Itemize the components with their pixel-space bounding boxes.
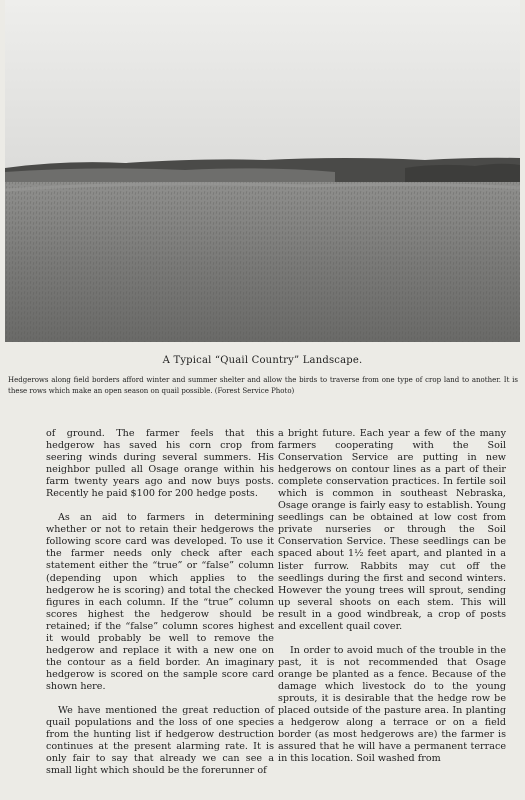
paragraph: In order to avoid much of the trouble in the past, it is not recommended that Osage orange be planted as a fence. Because of the damage which livestock do to the young sprouts, it is desirable that the hedge row be placed outside of the pasture area. In planting a hedgerow along a terrace or on a field border (as most hedgerows are) the farmer is assured that he will have a permanent terrace in this location. Soil washed from: [278, 644, 506, 765]
paragraph: We have mentioned the great reduction of quail populations and the loss of one species from the hunting list if hedgerow destruction continues at the present alarming rate. It is only fair to say that already we can see a small light which should be the forerunner of: [46, 704, 274, 777]
paragraph: As an aid to farmers in determining whether or not to retain their hedgerows the following score card was developed. To use it the farmer needs only check after each statement either the “true” or “false” column (depending upon which applies to the hedgerow he is scoring) and total the checked figures in each column. If the “true” column scores highest the hedgerow should be retained; if the “false” column scores highest it would probably be well to remove the hedgerow and replace it with a new one on the contour as a field border. An imaginary hedgerow is scored on the sample score card shown here.: [46, 512, 274, 692]
landscape-photo: [5, 0, 520, 342]
right-column: [278, 428, 506, 777]
paragraph: of ground. The farmer feels that this hedgerow has saved his corn crop from seering winds during several summers. His neighbor pulled all Osage orange within his farm twenty years ago and now buys posts. Recently he paid $100 for 200 hedge posts.: [46, 428, 274, 500]
caption-title: A Typical “Quail Country” Landscape.: [162, 355, 363, 366]
caption-body: Hedgerows along field borders afford winter and summer shelter and allow the birds to traverse from one type of crop land to another. It is these rows which make an open season on quail possible. (Forest Service Photo): [8, 376, 518, 395]
left-column: [46, 428, 274, 789]
paragraph: a bright future. Each year a few of the many farmers cooperating with the Soil Conservation Service are putting in new hedgerows on contour lines as a part of their complete conservation practices. In fertile soil which is common in southeast Nebraska, Osage orange is fairly easy to establish. Young seedlings can be obtained at low cost from private nurseries or through the Soil Conservation Service. These seedlings can be spaced about 1½ feet apart, and planted in a lister furrow. Rabbits may cut off the seedlings during the first and second winters. However the young trees will sprout, sending up several shoots on each stem. This will result in a good windbreak, a crop of posts and excellent quail cover.: [278, 428, 506, 632]
